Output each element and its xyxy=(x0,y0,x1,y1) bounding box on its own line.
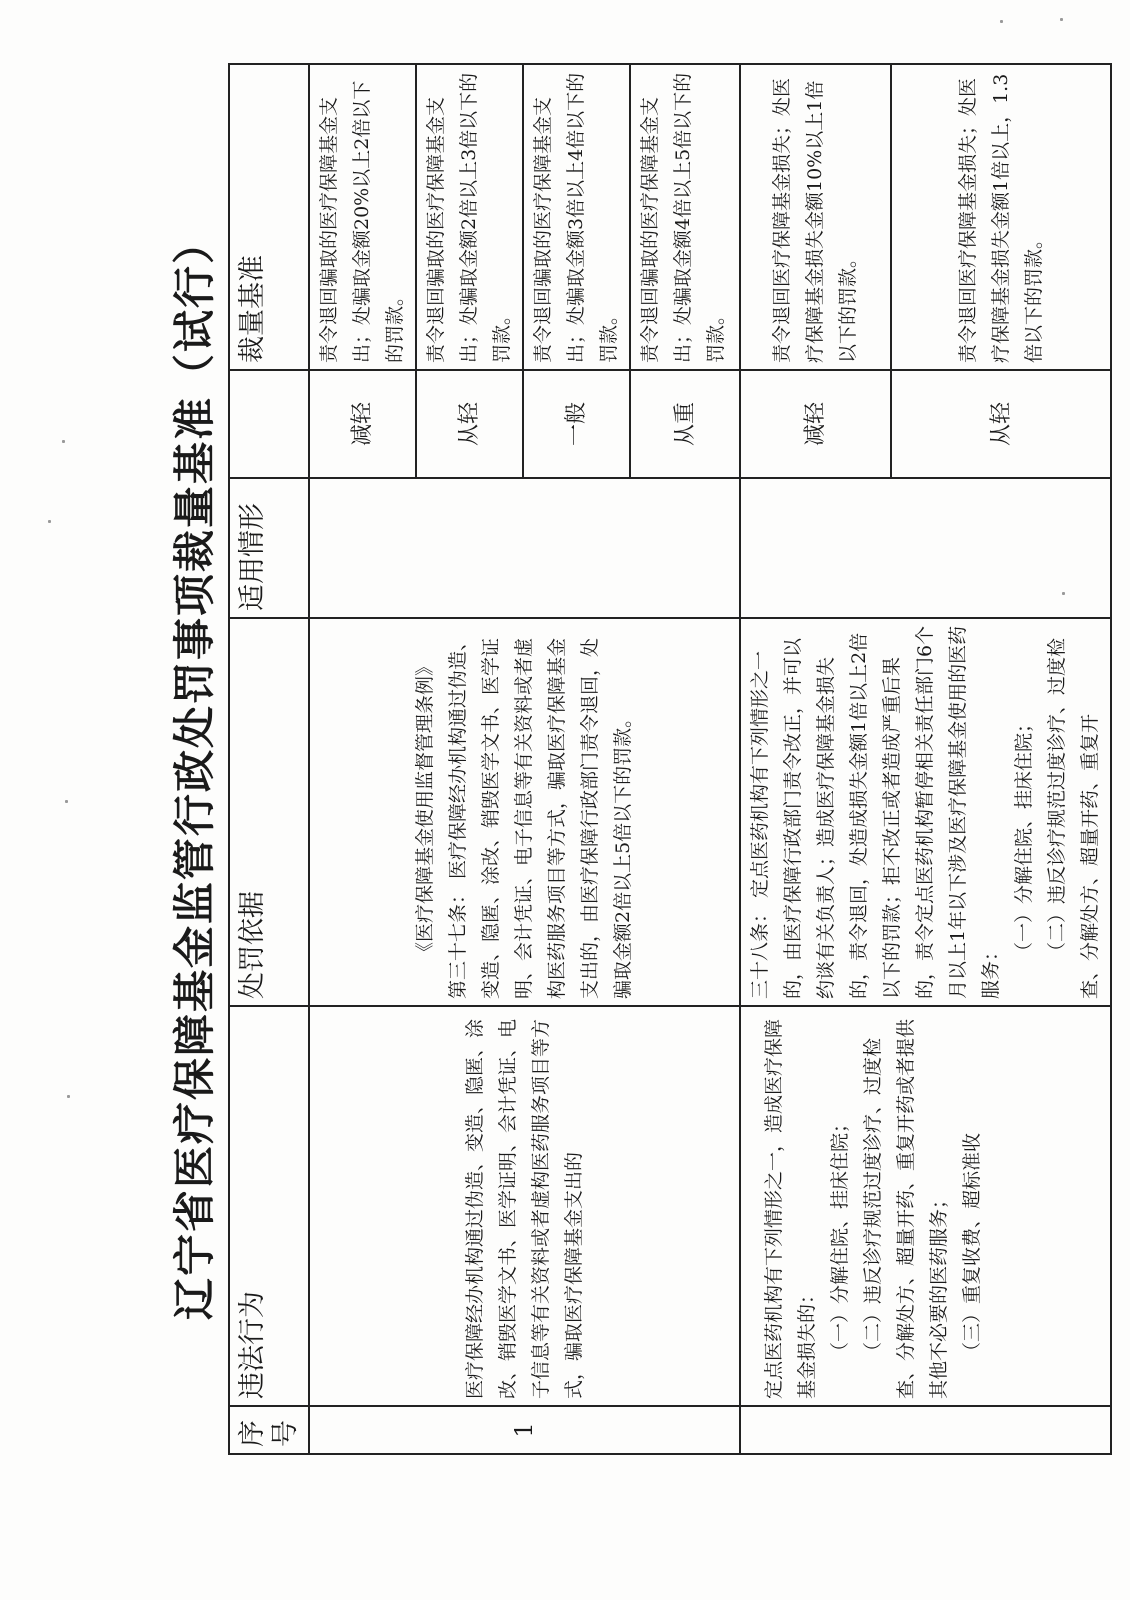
header-situation: 适用情形 xyxy=(229,478,309,618)
row1-level-1: 从轻 xyxy=(416,370,523,478)
row1-situation xyxy=(309,478,740,618)
header-violation: 违法行为 xyxy=(229,1006,309,1406)
row1-level-3: 从重 xyxy=(630,370,740,478)
row1-basis-text: 第三十七条： 医疗保障经办机构通过伪造、变造、隐匿、涂改、销毁医学文书、医学证明、会计凭证、电子信息等有关资料或者虚构医药服务项目等方式，骗取医疗保障基金支出的，由医疗保障行政部门责令退回，处骗取金额2倍以上5倍以下的罚款。 xyxy=(447,631,634,999)
row2-seq xyxy=(740,1406,1111,1454)
row1-violation xyxy=(309,1006,740,1406)
document-title: 辽宁省医疗保障基金监管行政处罚事项裁量基准（试行） xyxy=(170,220,219,1321)
penalty-table xyxy=(228,63,1112,1455)
row2-standard-0: 责令退回医疗保障基金损失；处医疗保障基金损失金额10%以上1倍以下的罚款。 xyxy=(740,64,891,370)
row2-standard-1: 责令退回医疗保障基金损失；处医疗保障基金损失金额1倍以上，1.3倍以下的罚款。 xyxy=(891,64,1111,370)
row1-basis-law: 《医疗保障基金使用监督管理条例》 xyxy=(414,656,436,961)
row1-level-0: 减轻 xyxy=(309,370,416,478)
row2-violation-item-3: （三）重复收费、超标准收 xyxy=(961,1132,983,1361)
table-row xyxy=(740,64,891,1454)
header-level xyxy=(229,370,309,478)
row1-standard-1: 责令退回骗取的医疗保障基金支出；处骗取金额2倍以上3倍以下的罚款。 xyxy=(416,64,523,370)
header-basis: 处罚依据 xyxy=(229,618,309,1006)
row2-basis xyxy=(740,618,1111,1006)
row2-level-1: 从轻 xyxy=(891,370,1111,478)
row2-basis-text: 三十八条： 定点医药机构有下列情形之一的，由医疗保障行政部门责令改正，并可以约谈有关负责人；造成医疗保障基金损失的，责令退回，处造成损失金额1倍以上2倍以下的罚款；拒不改正或者造成严重后果的，责令定点医药机构暂停相关责任部门6个月以上1年以下涉及医疗保障基金使用的医药服务： xyxy=(749,625,1002,999)
row2-basis-item-2: （二）违反诊疗规范过度诊疗、过度检查、分解处方、超量开药、重复开 xyxy=(1046,637,1101,999)
header-seq: 序号 xyxy=(229,1406,309,1454)
row2-violation xyxy=(740,1006,1111,1406)
header-standard: 裁量基准 xyxy=(229,64,309,370)
row1-basis xyxy=(309,618,740,1006)
row2-violation-item-2: （二）违反诊疗规范过度诊疗、过度检查、分解处方、超量开药、重复开药或者提供其他不必要的医药服务； xyxy=(862,1018,950,1399)
table-header-row xyxy=(229,64,309,1454)
row1-standard-0: 责令退回骗取的医疗保障基金支出；处骗取金额20%以上2倍以下的罚款。 xyxy=(309,64,416,370)
row1-standard-3: 责令退回骗取的医疗保障基金支出；处骗取金额4倍以上5倍以下的罚款。 xyxy=(630,64,740,370)
row1-level-2: 一般 xyxy=(523,370,630,478)
row2-situation xyxy=(740,478,1111,618)
row2-basis-item-1: （一）分解住院、挂床住院； xyxy=(1013,713,1035,961)
row1-violation-text: 医疗保障经办机构通过伪造、变造、隐匿、涂改、销毁医学文书、医学证明、会计凭证、电子信息等有关资料或者虚构医药服务项目等方式，骗取医疗保障基金支出的 xyxy=(463,1018,585,1399)
row2-violation-item-1: （一）分解住院、挂床住院； xyxy=(829,1113,851,1361)
row1-standard-2: 责令退回骗取的医疗保障基金支出；处骗取金额3倍以上4倍以下的罚款。 xyxy=(523,64,630,370)
row2-violation-intro: 定点医药机构有下列情形之一，造成医疗保障基金损失的： xyxy=(763,1018,818,1399)
row1-seq: 1 xyxy=(309,1406,740,1454)
row2-level-0: 减轻 xyxy=(740,370,891,478)
table-row xyxy=(309,64,416,1454)
